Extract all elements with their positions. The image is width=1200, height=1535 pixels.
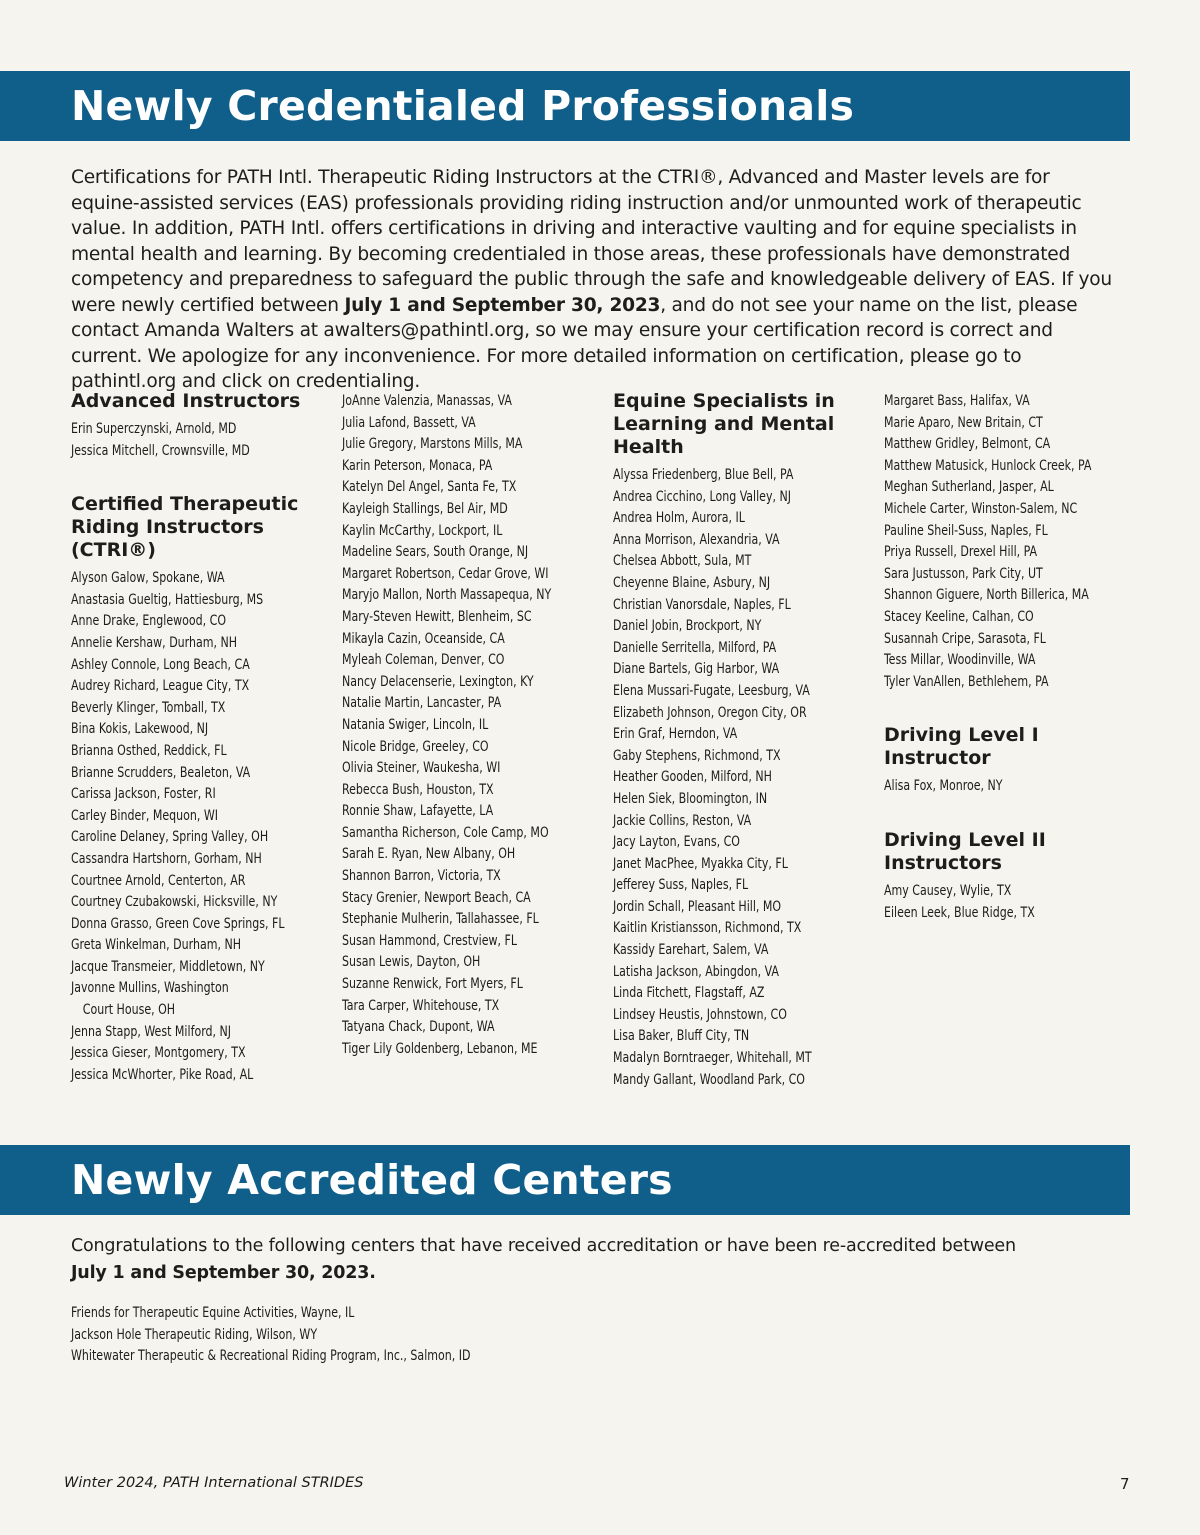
list-item: Erin Superczynski, Arnold, MD (71, 420, 237, 437)
list-item: Annelie Kershaw, Durham, NH (71, 633, 238, 651)
list-item: Anne Drake, Englewood, CO (71, 612, 227, 630)
page-number: 7 (1120, 1475, 1130, 1493)
list-item: Rebecca Bush, Houston, TX (342, 780, 494, 798)
list-item: Meghan Sutherland, Jasper, AL (884, 478, 1054, 496)
accredited-centers-list (71, 1302, 547, 1367)
ctri-title: Certified Therapeutic Riding Instructors (CTRI®) (71, 493, 299, 562)
list-item: Mary-Steven Hewitt, Blenheim, SC (342, 607, 532, 625)
list-item: Nicole Bridge, Greeley, CO (342, 737, 489, 755)
list-item: Alyson Galow, Spokane, WA (71, 569, 225, 587)
list-item: Cassandra Hartshorn, Gorham, NH (71, 849, 262, 867)
list-item: Jefferey Suss, Naples, FL (613, 876, 749, 894)
credentialed-heading: Newly Credentialed Professionals (71, 82, 855, 130)
list-item: Elena Mussari-Fugate, Leesburg, VA (613, 681, 810, 699)
list-item: Javonne Mullins, Washington Court House, OH (71, 979, 229, 1019)
list-item: Olivia Steiner, Waukesha, WI (342, 759, 501, 777)
equine-specialists-title: Equine Specialists in Learning and Mental Health (613, 390, 835, 458)
column-1 (71, 390, 326, 1085)
list-item: Priya Russell, Drexel Hill, PA (884, 543, 1038, 561)
list-item: Natalie Martin, Lancaster, PA (342, 694, 502, 712)
intro-text-1: Certifications for PATH Intl. Therapeutic Riding Instructors at the CTRI®, Advanced and Master levels are for equine-assisted services (EAS) professionals providing riding instruction and/or unmounted work of therapeutic value. In addition, PATH Intl. offers certifications in driving and interactive vaulting and for equine specialists in mental health and learning. By becoming credentialed in those areas, these professionals have demonstrated competency and preparedness to safeguard the public through the safe and knowledgeable delivery of EAS. If you were newly certified between (71, 167, 1112, 316)
list-item: Andrea Holm, Aurora, IL (613, 509, 745, 527)
list-item: Erin Graf, Herndon, VA (613, 725, 738, 743)
list-item: Katelyn Del Angel, Santa Fe, TX (342, 478, 517, 496)
list-item: Jordin Schall, Pleasant Hill, MO (613, 897, 782, 915)
column-2 (342, 390, 597, 1059)
list-item: Brianne Scrudders, Bealeton, VA (71, 763, 251, 781)
list-item: Jessica Mitchell, Crownsville, MD (71, 441, 250, 459)
list-item: JoAnne Valenzia, Manassas, VA (342, 392, 512, 409)
list-item: Shannon Giguere, North Billerica, MA (884, 586, 1089, 604)
list-item: Myleah Coleman, Denver, CO (342, 651, 505, 669)
list-item: Madalyn Borntraeger, Whitehall, MT (613, 1049, 812, 1067)
list-item: Chelsea Abbott, Sula, MT (613, 552, 752, 570)
list-item: Jessica McWhorter, Pike Road, AL (71, 1065, 254, 1083)
list-item: Jackie Collins, Reston, VA (613, 811, 752, 829)
list-item: Julia Lafond, Bassett, VA (342, 413, 476, 431)
equine-specialists-list-continued (884, 390, 1139, 692)
list-item: Courtney Czubakowski, Hicksville, NY (71, 893, 278, 911)
driving-level-2-title: Driving Level II Instructors (884, 828, 1046, 874)
list-item: Susannah Cripe, Sarasota, FL (884, 629, 1046, 647)
list-item: Amy Causey, Wylie, TX (884, 881, 1012, 899)
list-item: Madeline Sears, South Orange, NJ (342, 543, 529, 561)
list-item: Diane Bartels, Gig Harbor, WA (613, 660, 780, 678)
list-item: Beverly Klinger, Tomball, TX (71, 698, 226, 716)
driving-level-1-title: Driving Level I Instructor (884, 724, 1039, 770)
list-item: Elizabeth Johnson, Oregon City, OR (613, 703, 807, 721)
advanced-instructors-list (71, 418, 326, 461)
list-item: Anna Morrison, Alexandria, VA (613, 530, 780, 548)
list-item: Caroline Delaney, Spring Valley, OH (71, 828, 269, 846)
list-item: Suzanne Renwick, Fort Myers, FL (342, 975, 523, 993)
driving-level-2-list (884, 880, 1139, 923)
list-item: Heather Gooden, Milford, NH (613, 768, 772, 786)
list-item: Stacey Keeline, Calhan, CO (884, 607, 1034, 625)
list-item: Andrea Cicchino, Long Valley, NJ (613, 487, 792, 505)
list-item: Carley Binder, Mequon, WI (71, 806, 219, 824)
list-item: Kaitlin Kristiansson, Richmond, TX (613, 919, 802, 937)
list-item: Friends for Therapeutic Equine Activities, Wayne, IL (71, 1304, 355, 1321)
list-item: Tyler VanAllen, Bethlehem, PA (884, 672, 1049, 690)
list-item: Donna Grasso, Green Cove Springs, FL (71, 914, 285, 932)
list-item: Cheyenne Blaine, Asbury, NJ (613, 573, 771, 591)
accredited-banner (0, 1145, 1130, 1215)
list-item: Daniel Jobin, Brockport, NY (613, 617, 762, 635)
publication-footer: Winter 2024, PATH International STRIDES (64, 1475, 364, 1491)
accredited-intro (71, 1233, 1071, 1287)
accredited-heading: Newly Accredited Centers (71, 1156, 673, 1204)
list-item: Stephanie Mulherin, Tallahassee, FL (342, 910, 539, 928)
list-item: Samantha Richerson, Cole Camp, MO (342, 823, 549, 841)
list-item: Gaby Stephens, Richmond, TX (613, 746, 781, 764)
column-3 (613, 390, 868, 1090)
list-item: Anastasia Gueltig, Hattiesburg, MS (71, 590, 264, 608)
list-item: Maryjo Mallon, North Massapequa, NY (342, 586, 552, 604)
list-item: Greta Winkelman, Durham, NH (71, 936, 242, 954)
list-item: Kayleigh Stallings, Bel Air, MD (342, 499, 508, 517)
list-item: Tatyana Chack, Dupont, WA (342, 1018, 495, 1036)
ctri-list (71, 567, 326, 1085)
list-item: Alyssa Friedenberg, Blue Bell, PA (613, 466, 794, 483)
list-item: Jackson Hole Therapeutic Riding, Wilson, WY (71, 1325, 318, 1343)
list-item: Matthew Matusick, Hunlock Creek, PA (884, 456, 1092, 474)
list-item: Brianna Osthed, Reddick, FL (71, 741, 227, 759)
list-item: Sara Justusson, Park City, UT (884, 564, 1043, 582)
list-item: Janet MacPhee, Myakka City, FL (613, 854, 788, 872)
list-item: Jacque Transmeier, Middletown, NY (71, 957, 265, 975)
accredited-intro-text: Congratulations to the following centers that have received accreditation or have been re-accredited between (71, 1236, 1016, 1256)
list-item: Jenna Stapp, West Milford, NJ (71, 1022, 232, 1040)
equine-specialists-list (613, 464, 868, 1090)
list-item: Kassidy Earehart, Salem, VA (613, 941, 769, 959)
list-item: Tiger Lily Goldenberg, Lebanon, ME (342, 1039, 538, 1057)
list-item: Bina Kokis, Lakewood, NJ (71, 720, 209, 738)
list-item: Shannon Barron, Victoria, TX (342, 867, 501, 885)
driving-level-1-list (884, 775, 1139, 797)
list-item: Ronnie Shaw, Lafayette, LA (342, 802, 494, 820)
list-item: Alisa Fox, Monroe, NY (884, 777, 1003, 795)
list-item: Audrey Richard, League City, TX (71, 677, 250, 695)
advanced-instructors-title: Advanced Instructors (71, 390, 301, 412)
list-item: Tara Carper, Whitehouse, TX (342, 996, 500, 1014)
list-item: Pauline Sheil-Suss, Naples, FL (884, 521, 1048, 539)
list-item: Stacy Grenier, Newport Beach, CA (342, 888, 531, 906)
intro-dates: July 1 and September 30, 2023 (344, 294, 661, 316)
list-item: Nancy Delacenserie, Lexington, KY (342, 672, 534, 690)
list-item: Jessica Gieser, Montgomery, TX (71, 1044, 246, 1062)
list-item: Linda Fitchett, Flagstaff, AZ (613, 984, 765, 1002)
list-item: Danielle Serritella, Milford, PA (613, 638, 777, 656)
intro-text-2: , and do not see your name on the list, please contact Amanda Walters at awalters@pathintl.org, so we may ensure your certification record is correct and current. We apologize for any inconvenience. For more detailed information on certification, please go to pathintl.org and click on credentialing. (71, 294, 1078, 392)
list-item: Karin Peterson, Monaca, PA (342, 456, 493, 474)
credentialing-intro (71, 165, 1121, 395)
list-item: Matthew Gridley, Belmont, CA (884, 435, 1051, 453)
list-item: Mandy Gallant, Woodland Park, CO (613, 1070, 805, 1088)
list-item: Helen Siek, Bloomington, IN (613, 789, 768, 807)
list-item: Susan Hammond, Crestview, FL (342, 931, 517, 949)
list-item: Lisa Baker, Bluff City, TN (613, 1027, 750, 1045)
list-item: Julie Gregory, Marstons Mills, MA (342, 435, 523, 453)
list-item: Tess Millar, Woodinville, WA (884, 651, 1036, 669)
list-item: Lindsey Heustis, Johnstown, CO (613, 1005, 787, 1023)
accredited-dates: July 1 and September 30, 2023. (71, 1263, 376, 1283)
column-4 (884, 390, 1139, 923)
list-item: Whitewater Therapeutic & Recreational Riding Program, Inc., Salmon, ID (71, 1347, 471, 1365)
list-item: Mikayla Cazin, Oceanside, CA (342, 629, 505, 647)
list-item: Michele Carter, Winston-Salem, NC (884, 499, 1078, 517)
list-item: Susan Lewis, Dayton, OH (342, 953, 481, 971)
list-item: Marie Aparo, New Britain, CT (884, 413, 1043, 431)
list-item: Ashley Connole, Long Beach, CA (71, 655, 250, 673)
list-item: Courtnee Arnold, Centerton, AR (71, 871, 246, 889)
ctri-list-continued (342, 390, 597, 1059)
list-item: Natania Swiger, Lincoln, IL (342, 715, 489, 733)
list-item: Margaret Bass, Halifax, VA (884, 392, 1030, 409)
list-item: Carissa Jackson, Foster, RI (71, 785, 216, 803)
list-item: Christian Vanorsdale, Naples, FL (613, 595, 791, 613)
list-item: Latisha Jackson, Abingdon, VA (613, 962, 779, 980)
credentialed-banner (0, 71, 1130, 141)
list-item: Eileen Leek, Blue Ridge, TX (884, 903, 1035, 921)
list-item: Margaret Robertson, Cedar Grove, WI (342, 564, 549, 582)
list-item: Kaylin McCarthy, Lockport, IL (342, 521, 503, 539)
list-item: Jacy Layton, Evans, CO (613, 833, 740, 851)
list-item: Sarah E. Ryan, New Albany, OH (342, 845, 516, 863)
